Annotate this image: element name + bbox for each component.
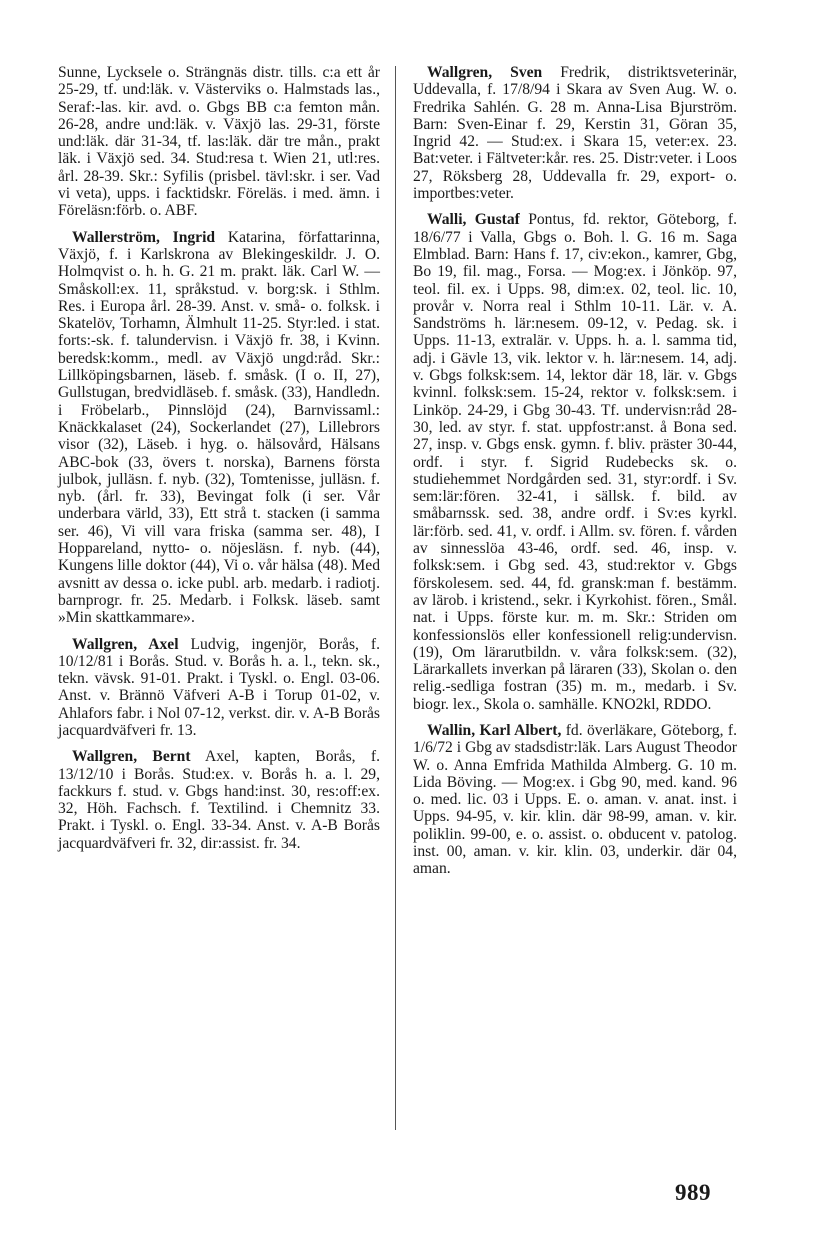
entry-wallgren-bernt [58, 748, 380, 852]
entry-wallgren-sven [413, 64, 737, 202]
entry-name: Wallgren, Axel [72, 635, 179, 653]
entry-name: Walli, Gustaf [427, 211, 520, 229]
entry-wallgren-axel [58, 636, 380, 740]
entry-text: Axel, kapten, Borås, f. 13/12/10 i Borås. Stud:ex. v. Borås h. a. l. 29, fackkurs f. stud. v. Gbgs hand:inst. 30, res:off:ex. 32, Höh. Fachsch. f. Textilind. i Chemnitz 33. Prakt. i Tyskl. o. Engl. 33-34. Anst. v. A-B Borås jacquardväfveri fr. 32, dir:assist. fr. 34. [58, 748, 380, 852]
page-number: 989 [675, 1180, 711, 1205]
entry-wallerstrom-ingrid [58, 229, 380, 627]
entry-wallin-karl [413, 722, 737, 878]
left-column [58, 64, 380, 861]
entry-text: Fredrik, distriktsveterinär, Uddevalla, f. 17/8/94 i Skara av Sven Aug. W. o. Fredrika Sahlén. G. 28 m. Anna-Lisa Bjurström. Barn: Sven-Einar f. 29, Kerstin 31, Göran 35, Ingrid 42. — Stud:ex. i Skara 15, veter:ex. 23. Bat:veter. i Fältveter:kår. res. 25. Distr:veter. i Loos 27, Röksberg 28, Uddevalla fr. 29, export- o. importbes:veter. [413, 64, 737, 203]
entry-name: Wallgren, Bernt [72, 748, 191, 766]
entry-text: Ludvig, ingenjör, Borås, f. 10/12/81 i Borås. Stud. v. Borås h. a. l., tekn. sk., tekn. vävsk. 91-01. Prakt. i Tyskl. o. Engl. 03-06. Anst. v. Brännö Väfveri A-B i Torup 01-02, v. Ahlafors fabr. i Nol 07-12, verkst. dir. v. A-B Borås jacquardväfveri fr. 13. [58, 635, 380, 739]
entry-name: Wallin, Karl Albert, [427, 721, 562, 739]
entry-text: Katarina, författarinna, Växjö, f. i Karlskrona av Blekingeskildr. J. O. Holmqvist o. h. h. G. 21 m. prakt. läk. Carl W. — Småskoll:ex. 11, språkstud. v. borg:sk. i Sthlm. Res. i Europa årl. 28-39. Anst. v. små- o. folksk. i Skatelöv, Torhamn, Älmhult 11-25. Styr:led. i stat. forts:-sk. f. talundervisn. i Växjö fr. 38, i Kvinn. beredsk:komm., medl. av Växjö ungd:råd. Skr.: Lillköpingsbarnen, läseb. f. småsk. (I o. II, 27), Gullstugan, bredvidläseb. f. småsk. (33), Handledn. i Fröbelarb., Pinnslöjd (24), Barnvissaml.: Knäckkalaset (24), Sockerlandet (27), Lillebrors visor (32), Läseb. i hyg. o. hälsovård, Hälsans ABC-bok (33, övers t. norska), Barnens första julbok, julläsn. f. nyb. (32), Tomtenisse, julläsn. f. nyb. (årl. fr. 33), Bevingat folk (i ser. Vår underbara värld, 33), Ett strå t. stacken (i samma ser. 46), Vi vill vara friska (samma ser. 48), I Hoppareland, nytto- o. nöjesläsn. f. nyb. (44), Kungens lille doktor (44), Vi o. vår hälsa (48). Med avsnitt av dessa o. icke publ. arb. medarb. i radiotj. barnprogr. fr. 25. Medarb. i Folksk. läseb. samt »Min skattkammare». [58, 228, 380, 627]
right-column [413, 64, 737, 887]
entry-text: fd. överläkare, Göteborg, f. 1/6/72 i Gbg av stadsdistr:läk. Lars August Theodor W. o. Anna Emfrida Mathilda Almberg. G. 10 m. Lida Böving. — Mog:ex. i Gbg 90, med. kand. 96 o. med. lic. 03 i Upps. E. o. aman. v. anat. inst. i Upps. 94-95, v. kir. klin. där 98-99, aman. v. kir. poliklin. 99-00, e. o. assist. o. obducent v. patolog. inst. 00, aman. v. kir. klin. 03, underkir. där 04, aman. [413, 721, 738, 878]
entry-continuation [58, 64, 380, 220]
entry-name: Wallerström, Ingrid [72, 228, 216, 246]
entry-walli-gustaf [413, 211, 737, 713]
entry-name: Wallgren, Sven [427, 64, 543, 81]
entry-text: Sunne, Lycksele o. Strängnäs distr. tills. c:a ett år 25-29, tf. und:läk. v. Västerviks o. Halmstads las., Seraf:-las. kir. avd. o. Gbgs BB c:a femton mån. 26-28, andre und:läk. v. Växjö las. 29-31, förste und:läk. där 31-34, tf. las:läk. där tre mån., prakt läk. i Växjö sed. 34. Stud:resa t. Wien 21, utl:res. årl. 28-39. Skr.: Syfilis (prisbel. tävl:skr. i ser. Vad vi veta), upps. i facktidskr. Föreläs. i med. ämn. i Föreläsn:förb. o. ABF. [58, 64, 380, 220]
column-divider [395, 66, 396, 1130]
entry-text: Pontus, fd. rektor, Göteborg, f. 18/6/77 i Valla, Gbgs o. Boh. l. G. 16 m. Saga Elmblad. Barn: Hans f. 17, civ:ekon., kamrer, Gbg, Bo 19, fil. mag., Forsa. — Mog:ex. i Jönköp. 97, teol. fil. ex. i Upps. 98, dim:ex. 02, teol. lic. 10, provår v. Norra real i Sthlm 10-11. Lär. v. A. Sandströms h. lär:nesem. 09-12, v. Pedag. sk. i Upps. 11-13, extralär. v. Upps. h. a. l. samma tid, adj. i Gävle 13, vik. lektor v. h. lär:nesem. 14, adj. v. Gbgs folksk:sem. 14, lektor där 18, lär. v. Gbgs kvinnl. folksk:sem. 15-24, rektor v. folksk:sem. i Linköp. 24-29, i Gbg 30-43. Tf. undervisn:råd 28-30, led. av styr. f. stat. uppfostr:anst. å Bona sed. 27, insp. v. Gbgs ensk. gymn. f. bliv. präster 30-44, ordf. i styr. f. Sigrid Rudebecks sk. o. studiehemmet Nordgården sed. 31, styr:ordf. i Sv. sem:lär:fören. 32-41, i sällsk. f. bild. av småbarnssk. sed. 38, andre ordf. i Sv:es kyrkl. lär:förb. sed. 41, v. ordf. i Allm. sv. fören. f. vården av sinnesslöa 43-46, ordf. sed. 46, insp. v. folksk:sem. i Gbg sed. 43, stud:rektor v. Gbgs förskolesem. sed. 44, fd. gransk:man f. bestämm. av lärob. i kristend., sekr. i Kyrkohist. fören., Smål. nat. i Upps. förste kur. m. m. Skr.: Striden om konfessionslös eller konfessionell relig:undervisn. (19), Om lärarutbildn. v. våra folksk:sem. (32), Lärarkallets inverkan på läraren (33), Skolan o. den relig.-sedliga fostran (35) m. m., medarb. i Sv. biogr. lex., Skola o. samhälle. KNO2kl, RDDO. [413, 211, 737, 713]
